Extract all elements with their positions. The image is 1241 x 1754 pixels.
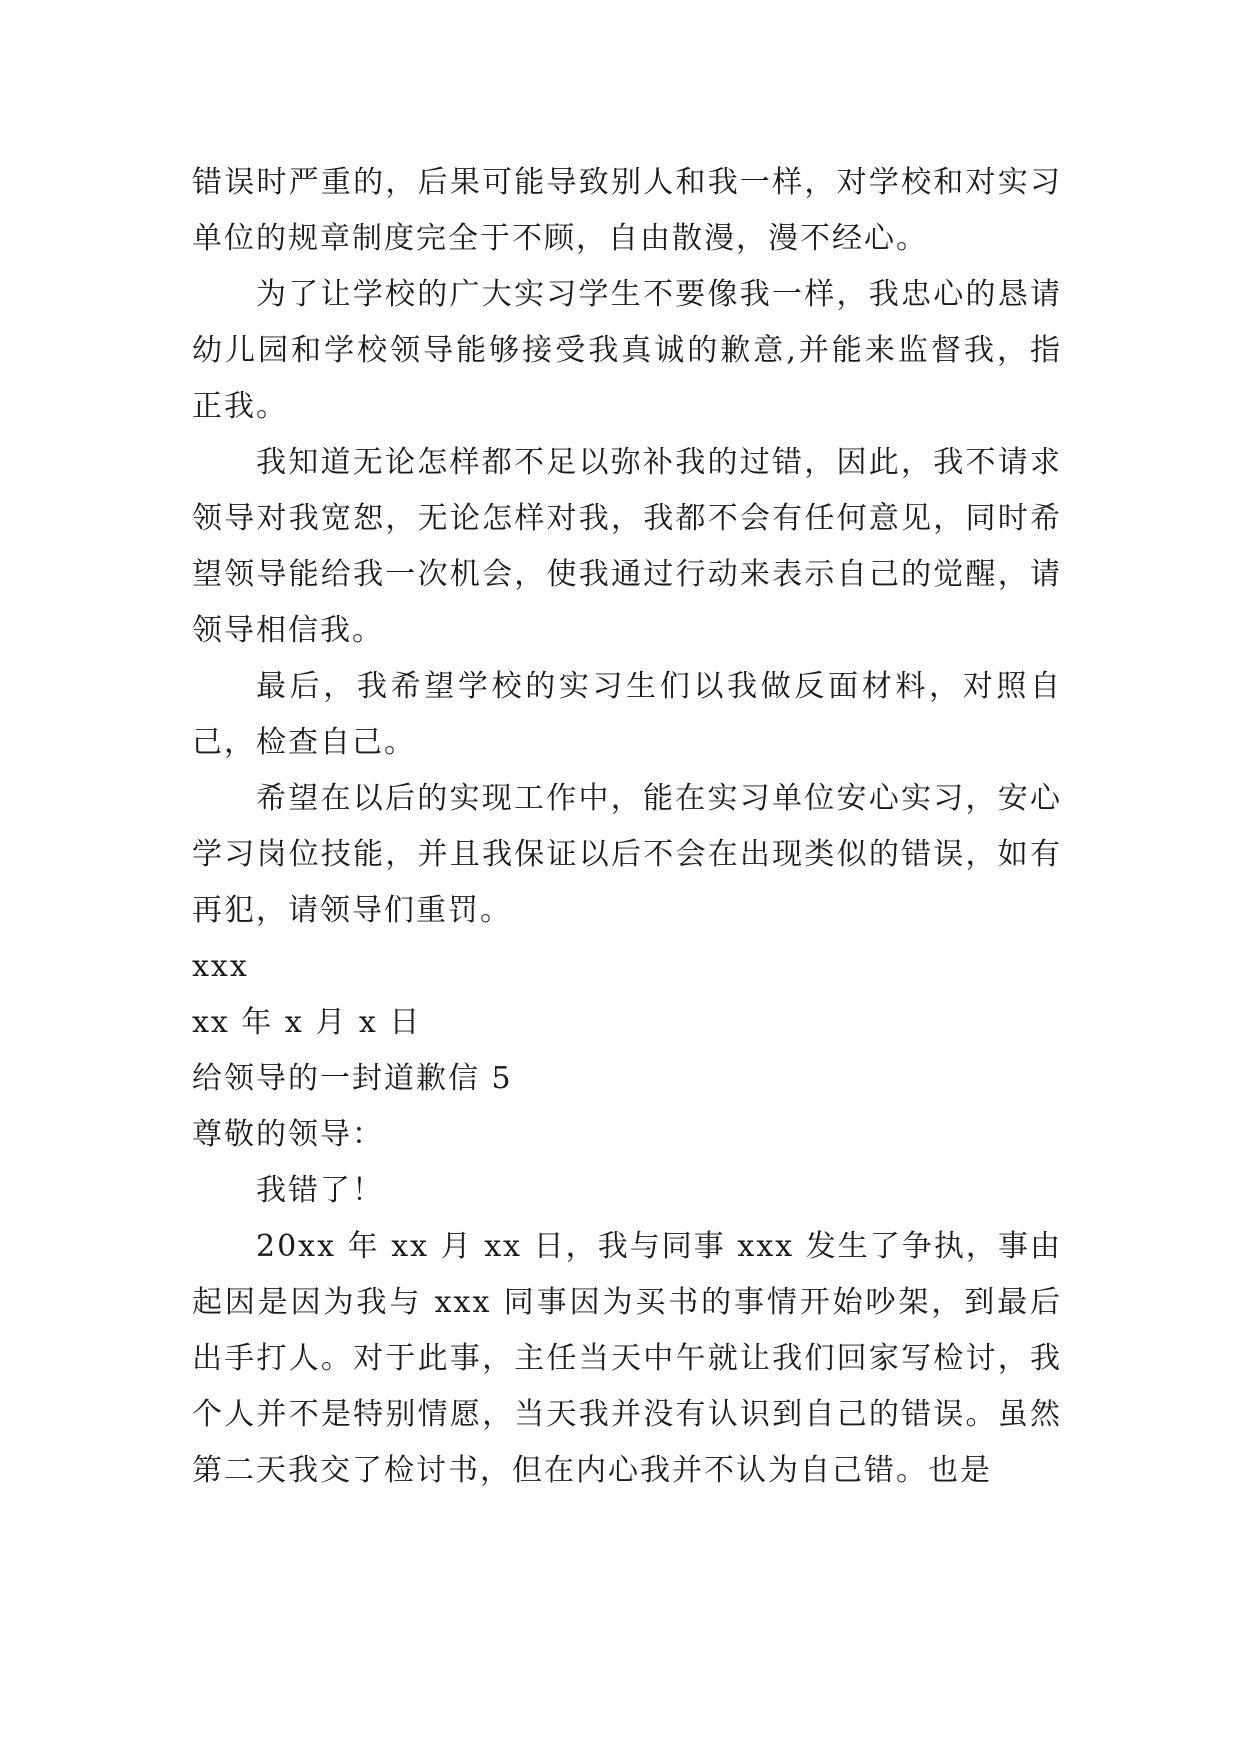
paragraph-no-forgiveness: 我知道无论怎样都不足以弥补我的过错，因此，我不请求领导对我宽恕，无论怎样对我，我都不会有任何意见，同时希望领导能给我一次机会，使我通过行动来表示自己的觉醒，请领导相信我。 bbox=[192, 445, 1062, 648]
paragraph-continuation: 错误时严重的，后果可能导致别人和我一样，对学校和对实习单位的规章制度完全于不顾，自由散漫，漫不经心。 bbox=[192, 165, 1062, 256]
letter-title: 给领导的一封道歉信 5 bbox=[192, 1061, 513, 1096]
paragraph-apology-opening: 我错了！ bbox=[256, 1173, 384, 1208]
document-body bbox=[192, 155, 1062, 1499]
paragraph-negative-example: 最后，我希望学校的实习生们以我做反面材料，对照自己，检查自己。 bbox=[192, 669, 1062, 760]
paragraph-request-supervision: 为了让学校的广大实习学生不要像我一样，我忠心的恳请幼儿园和学校领导能够接受我真诚的歉意,并能来监督我，指正我。 bbox=[192, 277, 1062, 424]
letter-salutation: 尊敬的领导： bbox=[192, 1117, 384, 1152]
paragraph-incident-description: 20xx 年 xx 月 xx 日，我与同事 xxx 发生了争执，事由起因是因为我与 xxx 同事因为买书的事情开始吵架，到最后出手打人。对于此事，主任当天中午就让我们回家写检讨，我个人并不是特别情愿，当天我并没有认识到自己的错误。虽然第二天我交了检讨书，但在内心我并不认为自己错。也是 bbox=[192, 1229, 1062, 1488]
paragraph-future-promise: 希望在以后的实现工作中，能在实习单位安心实习，安心学习岗位技能，并且我保证以后不会在出现类似的错误，如有再犯，请领导们重罚。 bbox=[192, 781, 1062, 928]
signature-date: xx 年 x 月 x 日 bbox=[192, 1005, 422, 1040]
signature-name: xxx bbox=[192, 949, 249, 984]
